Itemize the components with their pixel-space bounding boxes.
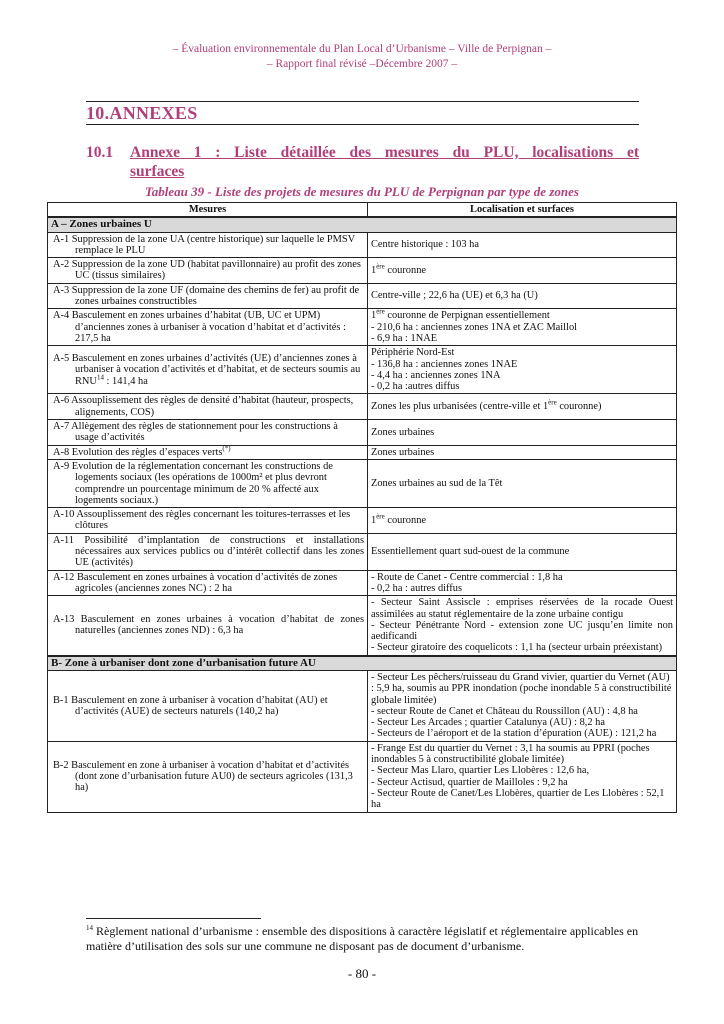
mesure-text: A-4 Basculement en zones urbaines d’habitat (UB, UC et UPM) d’anciennes zones à urbaniser à vocation d’habitat et d’activités : 217,5 ha — [53, 310, 346, 344]
table-row — [48, 670, 677, 741]
localisation-line: - 136,8 ha : anciennes zones 1NAE — [371, 358, 518, 370]
mesure-text: B-1 Basculement en zone à urbaniser à vocation d’habitat (AU) et d’activités (AUE) de secteurs naturels (140,2 ha) — [53, 694, 328, 717]
localisation-line: - secteur Route de Canet et Château du Roussillon (AU) : 4,8 ha — [371, 705, 638, 717]
table-row — [48, 420, 677, 446]
mesure-cell — [48, 346, 368, 394]
localisation-line: Essentiellement quart sud-ouest de la commune — [371, 546, 570, 558]
mesure-text: A-7 Allègement des règles de stationnement pour les constructions à usage d’activités — [53, 421, 338, 444]
table-row — [48, 570, 677, 596]
localisation-line: - 4,4 ha : anciennes zones 1NA — [371, 369, 501, 381]
subsection-number: 10.1 — [86, 144, 114, 161]
column-header-localisation: Localisation et surfaces — [368, 203, 677, 218]
table-row — [48, 533, 677, 570]
table-row — [48, 394, 677, 420]
table-caption: Tableau 39 - Liste des projets de mesures du PLU de Perpignan par type de zones — [145, 184, 579, 199]
mesure-superscript: 14 — [96, 373, 104, 382]
table-row — [48, 741, 677, 812]
footnote-text: Règlement national d’urbanisme : ensemble des dispositions à caractère législatif et réglementaire applicables en matière d’utilisation des sols sur une commune ne disposant pas de document d’urbanisme. — [86, 924, 639, 953]
section-rule-top — [86, 101, 639, 102]
mesure-text: A-2 Suppression de la zone UD (habitat pavillonnaire) au profit des zones UC (tissus similaires) — [53, 259, 361, 282]
section-row-b — [48, 656, 677, 671]
mesure-cell — [48, 570, 368, 596]
localisation-line: - Secteurs de l’aéroport et de la station d’épuration (AUE) : 121,2 ha — [371, 728, 657, 740]
page-number: - 80 - — [347, 966, 377, 981]
localisation-line — [371, 307, 673, 322]
localisation-cell — [368, 394, 677, 420]
localisation-line: - Secteur Route de Canet/Les Llobères, quartier de Les Llobères : 52,1 ha — [371, 787, 665, 811]
mesure-cell — [48, 741, 368, 812]
table-row — [48, 459, 677, 507]
mesure-cell — [48, 258, 368, 284]
table-row — [48, 346, 677, 394]
subsection-heading — [86, 143, 639, 181]
mesure-cell — [48, 670, 368, 741]
section-row-a-label: A – Zones urbaines U — [48, 217, 677, 232]
localisation-line: - Route de Canet - Centre commercial : 1,8 ha — [371, 571, 563, 583]
localisation-cell — [368, 670, 677, 741]
footnote-separator — [86, 918, 261, 919]
mesure-cell — [48, 445, 368, 459]
mesure-cell — [48, 394, 368, 420]
localisation-line: - Secteur Pénétrante Nord - extension zone UC jusqu’en limite non aedificandi — [371, 619, 673, 643]
mesure-cell — [48, 420, 368, 446]
localisation-line — [371, 398, 673, 413]
mesure-text-part: A-5 Basculement en zones urbaines d’activités (UE) d’anciennes zones à urbaniser à vocation d’activités et d’habitat, et de secteurs soumis au RNU — [53, 352, 361, 387]
localisation-line: - Secteur Les pêchers/ruisseau du Grand vivier, quartier du Vernet (AU) : 5,9 ha, soumis au PPR inondation (poche inondable 5 à constructibilité globale limitée) — [371, 671, 672, 706]
localisation-line: - Secteur Les Arcades ; quartier Catalunya (AU) : 8,2 ha — [371, 717, 605, 729]
localisation-line: Zones urbaines — [371, 426, 435, 438]
localisation-cell — [368, 283, 677, 309]
table-row — [48, 232, 677, 258]
table-body — [48, 217, 677, 812]
running-header-line2: – Rapport final révisé –Décembre 2007 – — [266, 58, 458, 70]
localisation-superscript: ère — [376, 262, 385, 271]
footnote — [86, 924, 642, 954]
localisation-line: Centre-ville ; 22,6 ha (UE) et 6,3 ha (U) — [371, 290, 538, 302]
localisation-line: Zones urbaines au sud de la Têt — [371, 477, 503, 489]
localisation-cell — [368, 420, 677, 446]
mesure-text: A-11 Possibilité d’implantation de constructions et installations nécessaires aux services publics ou d’intérêt collectif dans les zones UE (activités) — [53, 534, 364, 569]
footnote-number: 14 — [86, 924, 93, 932]
localisation-line: Périphérie Nord-Est — [371, 347, 455, 359]
table-header-row — [48, 203, 677, 218]
mesure-text: A-3 Suppression de la zone UF (domaine des chemins de fer) au profit de zones urbaines constructibles — [53, 284, 360, 308]
mesure-cell — [48, 508, 368, 534]
mesure-superscript: (*) — [222, 444, 231, 453]
section-row-a — [48, 217, 677, 232]
measures-table — [47, 202, 677, 813]
mesure-cell — [48, 533, 368, 570]
subsection-title-line2: surfaces — [130, 163, 185, 180]
mesure-text — [53, 444, 364, 458]
localisation-text-part: 1 — [371, 514, 377, 526]
section-title: 10.ANNEXES — [86, 103, 198, 123]
localisation-text-part: 1 — [371, 310, 377, 322]
localisation-line: - 210,6 ha : anciennes zones 1NA et ZAC Maillol — [371, 321, 578, 333]
localisation-superscript: ère — [376, 307, 385, 316]
table-row — [48, 283, 677, 309]
mesure-cell — [48, 232, 368, 258]
localisation-line: Zones urbaines — [371, 446, 435, 458]
localisation-text-part: couronne) — [556, 401, 602, 413]
localisation-cell — [368, 309, 677, 346]
localisation-text-part: couronne — [384, 514, 427, 526]
localisation-line — [371, 262, 673, 276]
localisation-line: - 6,9 ha : 1NAE — [371, 332, 438, 344]
localisation-cell — [368, 346, 677, 394]
table-row — [48, 309, 677, 346]
table-row — [48, 258, 677, 284]
subsection-title-line1: Annexe 1 : Liste détaillée des mesures du PLU, localisations et — [130, 144, 639, 161]
mesure-cell — [48, 596, 368, 656]
mesure-text — [53, 353, 364, 387]
running-header-line1: – Évaluation environnementale du Plan Local d’Urbanisme – Ville de Perpignan – — [172, 43, 552, 55]
localisation-line: - Secteur Saint Assiscle : emprises réservées de la rocade Ouest assimilées au statut réglementaire de la zone urbaine contigu — [371, 597, 673, 620]
mesure-cell — [48, 459, 368, 507]
mesure-text: A-10 Assouplissement des règles concernant les toitures-terrasses et les clôtures — [53, 509, 351, 532]
localisation-cell — [368, 533, 677, 570]
localisation-cell — [368, 445, 677, 459]
mesure-text: A-1 Suppression de la zone UA (centre historique) sur laquelle le PMSV remplace le PLU — [53, 233, 355, 256]
mesure-text: A-9 Evolution de la réglementation concernant les constructions de logements sociaux (les opérations de 1000m² et plus devront comprendre un pourcentage minimum de 20 % affecté aux logements sociaux.) — [53, 460, 333, 506]
localisation-line: - Secteur Actisud, quartier de Mailloles : 9,2 ha — [371, 776, 568, 788]
localisation-text-part: couronne — [384, 264, 427, 276]
mesure-text: A-13 Basculement en zones urbaines à vocation d’habitat de zones naturelles (anciennes zones ND) : 6,3 ha — [53, 614, 364, 637]
localisation-line: Centre historique : 103 ha — [371, 239, 479, 251]
section-rule-bottom — [86, 124, 639, 125]
mesure-text: A-12 Basculement en zones urbaines à vocation d’activités de zones agricoles (anciennes zones NC) : 2 ha — [53, 571, 338, 594]
localisation-line: - Secteur giratoire des coquelicots : 1,1 ha (secteur urbain préexistant) — [371, 642, 663, 654]
mesure-cell — [48, 283, 368, 309]
localisation-superscript: ère — [548, 398, 557, 407]
localisation-line — [371, 512, 673, 526]
section-row-b-label: B- Zone à urbaniser dont zone d’urbanisation future AU — [48, 656, 677, 671]
localisation-line: - 0,2 ha : autres diffus — [371, 582, 462, 594]
mesure-text: A-6 Assouplissement des règles de densité d’habitat (hauteur, prospects, alignements, COS) — [53, 395, 354, 418]
column-header-mesures: Mesures — [48, 203, 368, 218]
localisation-line: - Secteur Mas Llaro, quartier Les Llobères : 12,6 ha, — [371, 765, 590, 777]
localisation-line: - 0,2 ha :autres diffus — [371, 381, 460, 393]
mesure-text-part: A-8 Evolution des règles d’espaces verts — [53, 446, 223, 458]
mesure-text: B-2 Basculement en zone à urbaniser à vocation d’habitat et d’activités (dont zone d’urbanisation future AU0) de secteurs agricoles (131,3 ha) — [53, 759, 353, 794]
localisation-cell — [368, 508, 677, 534]
localisation-cell — [368, 258, 677, 284]
localisation-cell — [368, 570, 677, 596]
localisation-text-part: couronne de Perpignan essentiellement — [384, 310, 550, 322]
localisation-text-part: Zones les plus urbanisées (centre-ville et 1 — [371, 401, 549, 413]
localisation-superscript: ère — [376, 512, 385, 521]
localisation-text-part: 1 — [371, 264, 377, 276]
localisation-cell — [368, 596, 677, 656]
localisation-cell — [368, 459, 677, 507]
localisation-cell — [368, 232, 677, 258]
localisation-line: - Frange Est du quartier du Vernet : 3,1 ha soumis au PPRI (poches inondables 5 à constructibilité globale limitée) — [371, 742, 650, 766]
table-row — [48, 596, 677, 656]
mesure-cell — [48, 309, 368, 346]
localisation-cell — [368, 741, 677, 812]
mesure-text-part: : 141,4 ha — [103, 375, 148, 387]
table-row — [48, 445, 677, 459]
table-row — [48, 508, 677, 534]
